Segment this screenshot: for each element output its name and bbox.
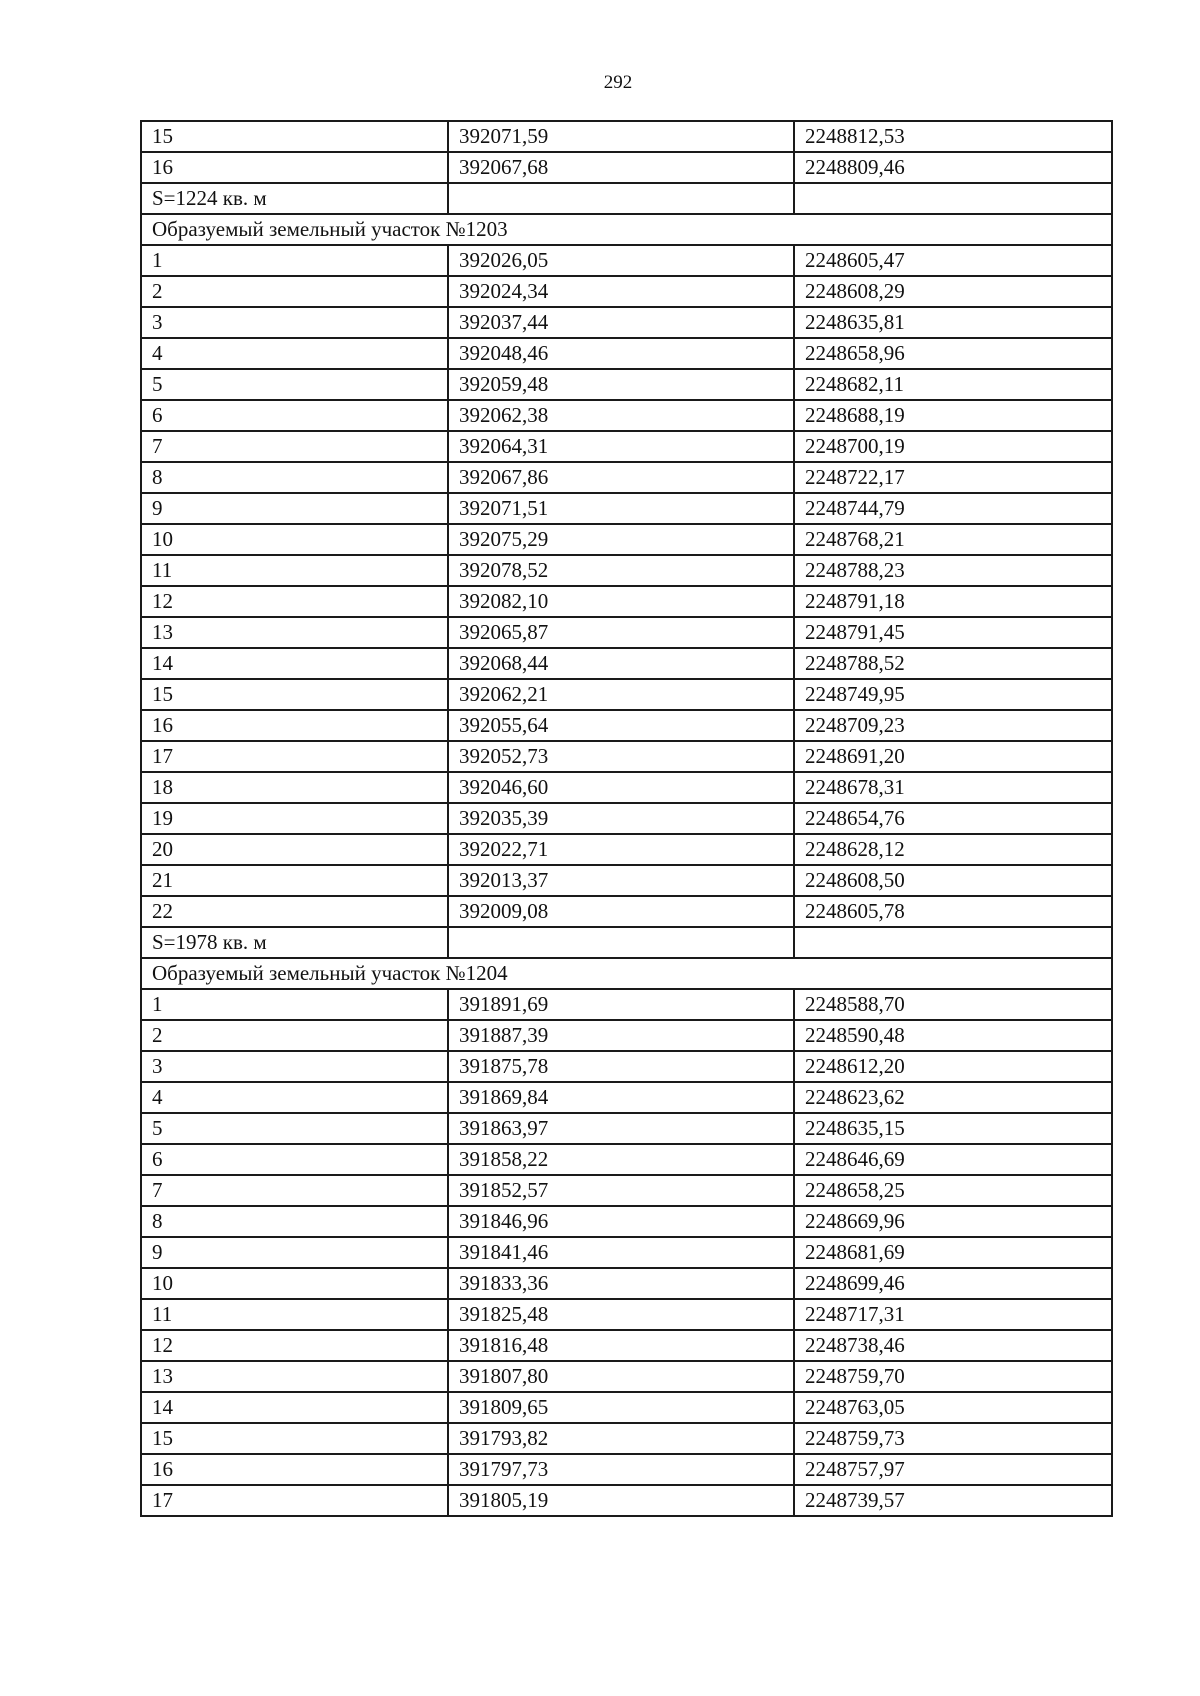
point-number-cell: 4 [141,338,448,369]
table-row [141,772,1112,803]
point-number-cell: 21 [141,865,448,896]
y-coordinate-cell: 2248590,48 [794,1020,1112,1051]
y-coordinate-cell: 2248682,11 [794,369,1112,400]
y-coordinate-cell: 2248812,53 [794,121,1112,152]
table-row [141,307,1112,338]
section-heading-row [141,214,1112,245]
x-coordinate-cell: 392055,64 [448,710,794,741]
point-number-cell: 14 [141,648,448,679]
x-coordinate-cell: 391809,65 [448,1392,794,1423]
table-row [141,679,1112,710]
point-number-cell: 11 [141,555,448,586]
y-coordinate-cell: 2248699,46 [794,1268,1112,1299]
x-coordinate-cell: 392052,73 [448,741,794,772]
coordinates-table [140,120,1113,1517]
x-coordinate-cell: 391825,48 [448,1299,794,1330]
x-coordinate-cell: 391846,96 [448,1206,794,1237]
empty-cell [448,927,794,958]
x-coordinate-cell: 392068,44 [448,648,794,679]
x-coordinate-cell: 392064,31 [448,431,794,462]
point-number-cell: 9 [141,1237,448,1268]
x-coordinate-cell: 391816,48 [448,1330,794,1361]
point-number-cell: 5 [141,1113,448,1144]
y-coordinate-cell: 2248646,69 [794,1144,1112,1175]
empty-cell [448,183,794,214]
x-coordinate-cell: 392013,37 [448,865,794,896]
x-coordinate-cell: 391807,80 [448,1361,794,1392]
table-row [141,1113,1112,1144]
point-number-cell: 2 [141,1020,448,1051]
table-row [141,1299,1112,1330]
x-coordinate-cell: 391887,39 [448,1020,794,1051]
y-coordinate-cell: 2248788,23 [794,555,1112,586]
point-number-cell: 7 [141,431,448,462]
table-row [141,1485,1112,1516]
area-cell: S=1224 кв. м [141,183,448,214]
table-row [141,524,1112,555]
point-number-cell: 13 [141,617,448,648]
x-coordinate-cell: 392009,08 [448,896,794,927]
area-row [141,183,1112,214]
x-coordinate-cell: 392062,21 [448,679,794,710]
y-coordinate-cell: 2248791,18 [794,586,1112,617]
x-coordinate-cell: 391797,73 [448,1454,794,1485]
y-coordinate-cell: 2248681,69 [794,1237,1112,1268]
table-row [141,152,1112,183]
table-row [141,1082,1112,1113]
table-row [141,555,1112,586]
x-coordinate-cell: 391891,69 [448,989,794,1020]
coordinates-table-body [141,121,1112,1516]
y-coordinate-cell: 2248608,50 [794,865,1112,896]
table-row [141,741,1112,772]
table-row [141,803,1112,834]
point-number-cell: 7 [141,1175,448,1206]
x-coordinate-cell: 392075,29 [448,524,794,555]
point-number-cell: 8 [141,1206,448,1237]
y-coordinate-cell: 2248628,12 [794,834,1112,865]
point-number-cell: 3 [141,1051,448,1082]
table-row [141,338,1112,369]
table-row [141,1206,1112,1237]
empty-cell [794,927,1112,958]
x-coordinate-cell: 392082,10 [448,586,794,617]
point-number-cell: 19 [141,803,448,834]
y-coordinate-cell: 2248788,52 [794,648,1112,679]
point-number-cell: 5 [141,369,448,400]
point-number-cell: 10 [141,1268,448,1299]
x-coordinate-cell: 392026,05 [448,245,794,276]
y-coordinate-cell: 2248605,78 [794,896,1112,927]
table-row [141,1175,1112,1206]
y-coordinate-cell: 2248791,45 [794,617,1112,648]
y-coordinate-cell: 2248623,62 [794,1082,1112,1113]
area-row [141,927,1112,958]
point-number-cell: 22 [141,896,448,927]
y-coordinate-cell: 2248691,20 [794,741,1112,772]
point-number-cell: 15 [141,1423,448,1454]
table-row [141,1237,1112,1268]
table-row [141,493,1112,524]
x-coordinate-cell: 391805,19 [448,1485,794,1516]
x-coordinate-cell: 392059,48 [448,369,794,400]
y-coordinate-cell: 2248612,20 [794,1051,1112,1082]
x-coordinate-cell: 391841,46 [448,1237,794,1268]
table-row [141,369,1112,400]
point-number-cell: 16 [141,1454,448,1485]
table-row [141,1144,1112,1175]
x-coordinate-cell: 392046,60 [448,772,794,803]
y-coordinate-cell: 2248608,29 [794,276,1112,307]
point-number-cell: 13 [141,1361,448,1392]
y-coordinate-cell: 2248759,73 [794,1423,1112,1454]
point-number-cell: 9 [141,493,448,524]
x-coordinate-cell: 391875,78 [448,1051,794,1082]
point-number-cell: 6 [141,400,448,431]
y-coordinate-cell: 2248709,23 [794,710,1112,741]
y-coordinate-cell: 2248759,70 [794,1361,1112,1392]
point-number-cell: 1 [141,989,448,1020]
y-coordinate-cell: 2248635,15 [794,1113,1112,1144]
table-row [141,1423,1112,1454]
point-number-cell: 16 [141,152,448,183]
table-row [141,865,1112,896]
y-coordinate-cell: 2248717,31 [794,1299,1112,1330]
y-coordinate-cell: 2248654,76 [794,803,1112,834]
point-number-cell: 10 [141,524,448,555]
y-coordinate-cell: 2248658,25 [794,1175,1112,1206]
table-row [141,710,1112,741]
section-heading-cell: Образуемый земельный участок №1203 [141,214,1112,245]
x-coordinate-cell: 391858,22 [448,1144,794,1175]
table-row [141,1392,1112,1423]
point-number-cell: 1 [141,245,448,276]
table-row [141,1020,1112,1051]
table-row [141,648,1112,679]
point-number-cell: 3 [141,307,448,338]
x-coordinate-cell: 392024,34 [448,276,794,307]
y-coordinate-cell: 2248678,31 [794,772,1112,803]
x-coordinate-cell: 391869,84 [448,1082,794,1113]
y-coordinate-cell: 2248588,70 [794,989,1112,1020]
point-number-cell: 4 [141,1082,448,1113]
point-number-cell: 17 [141,1485,448,1516]
table-row [141,400,1112,431]
y-coordinate-cell: 2248700,19 [794,431,1112,462]
area-cell: S=1978 кв. м [141,927,448,958]
point-number-cell: 12 [141,1330,448,1361]
y-coordinate-cell: 2248635,81 [794,307,1112,338]
x-coordinate-cell: 392048,46 [448,338,794,369]
x-coordinate-cell: 392022,71 [448,834,794,865]
table-row [141,276,1112,307]
x-coordinate-cell: 392037,44 [448,307,794,338]
section-heading-cell: Образуемый земельный участок №1204 [141,958,1112,989]
table-row [141,121,1112,152]
y-coordinate-cell: 2248658,96 [794,338,1112,369]
y-coordinate-cell: 2248749,95 [794,679,1112,710]
table-row [141,1051,1112,1082]
y-coordinate-cell: 2248744,79 [794,493,1112,524]
point-number-cell: 15 [141,121,448,152]
table-row [141,431,1112,462]
table-row [141,989,1112,1020]
y-coordinate-cell: 2248722,17 [794,462,1112,493]
empty-cell [794,183,1112,214]
y-coordinate-cell: 2248688,19 [794,400,1112,431]
table-row [141,1454,1112,1485]
point-number-cell: 6 [141,1144,448,1175]
x-coordinate-cell: 391863,97 [448,1113,794,1144]
y-coordinate-cell: 2248739,57 [794,1485,1112,1516]
table-row [141,896,1112,927]
y-coordinate-cell: 2248669,96 [794,1206,1112,1237]
table-row [141,462,1112,493]
point-number-cell: 12 [141,586,448,617]
point-number-cell: 16 [141,710,448,741]
table-row [141,834,1112,865]
y-coordinate-cell: 2248757,97 [794,1454,1112,1485]
table-row [141,617,1112,648]
y-coordinate-cell: 2248768,21 [794,524,1112,555]
y-coordinate-cell: 2248605,47 [794,245,1112,276]
x-coordinate-cell: 392067,68 [448,152,794,183]
x-coordinate-cell: 391793,82 [448,1423,794,1454]
table-row [141,245,1112,276]
table-row [141,586,1112,617]
x-coordinate-cell: 392035,39 [448,803,794,834]
y-coordinate-cell: 2248763,05 [794,1392,1112,1423]
table-row [141,1268,1112,1299]
page-number: 292 [603,72,633,93]
section-heading-row [141,958,1112,989]
point-number-cell: 17 [141,741,448,772]
point-number-cell: 18 [141,772,448,803]
x-coordinate-cell: 391852,57 [448,1175,794,1206]
x-coordinate-cell: 392071,51 [448,493,794,524]
x-coordinate-cell: 392065,87 [448,617,794,648]
y-coordinate-cell: 2248738,46 [794,1330,1112,1361]
point-number-cell: 8 [141,462,448,493]
x-coordinate-cell: 392071,59 [448,121,794,152]
y-coordinate-cell: 2248809,46 [794,152,1112,183]
table-row [141,1330,1112,1361]
x-coordinate-cell: 392062,38 [448,400,794,431]
x-coordinate-cell: 391833,36 [448,1268,794,1299]
point-number-cell: 20 [141,834,448,865]
x-coordinate-cell: 392067,86 [448,462,794,493]
point-number-cell: 15 [141,679,448,710]
point-number-cell: 11 [141,1299,448,1330]
table-row [141,1361,1112,1392]
point-number-cell: 2 [141,276,448,307]
x-coordinate-cell: 392078,52 [448,555,794,586]
point-number-cell: 14 [141,1392,448,1423]
